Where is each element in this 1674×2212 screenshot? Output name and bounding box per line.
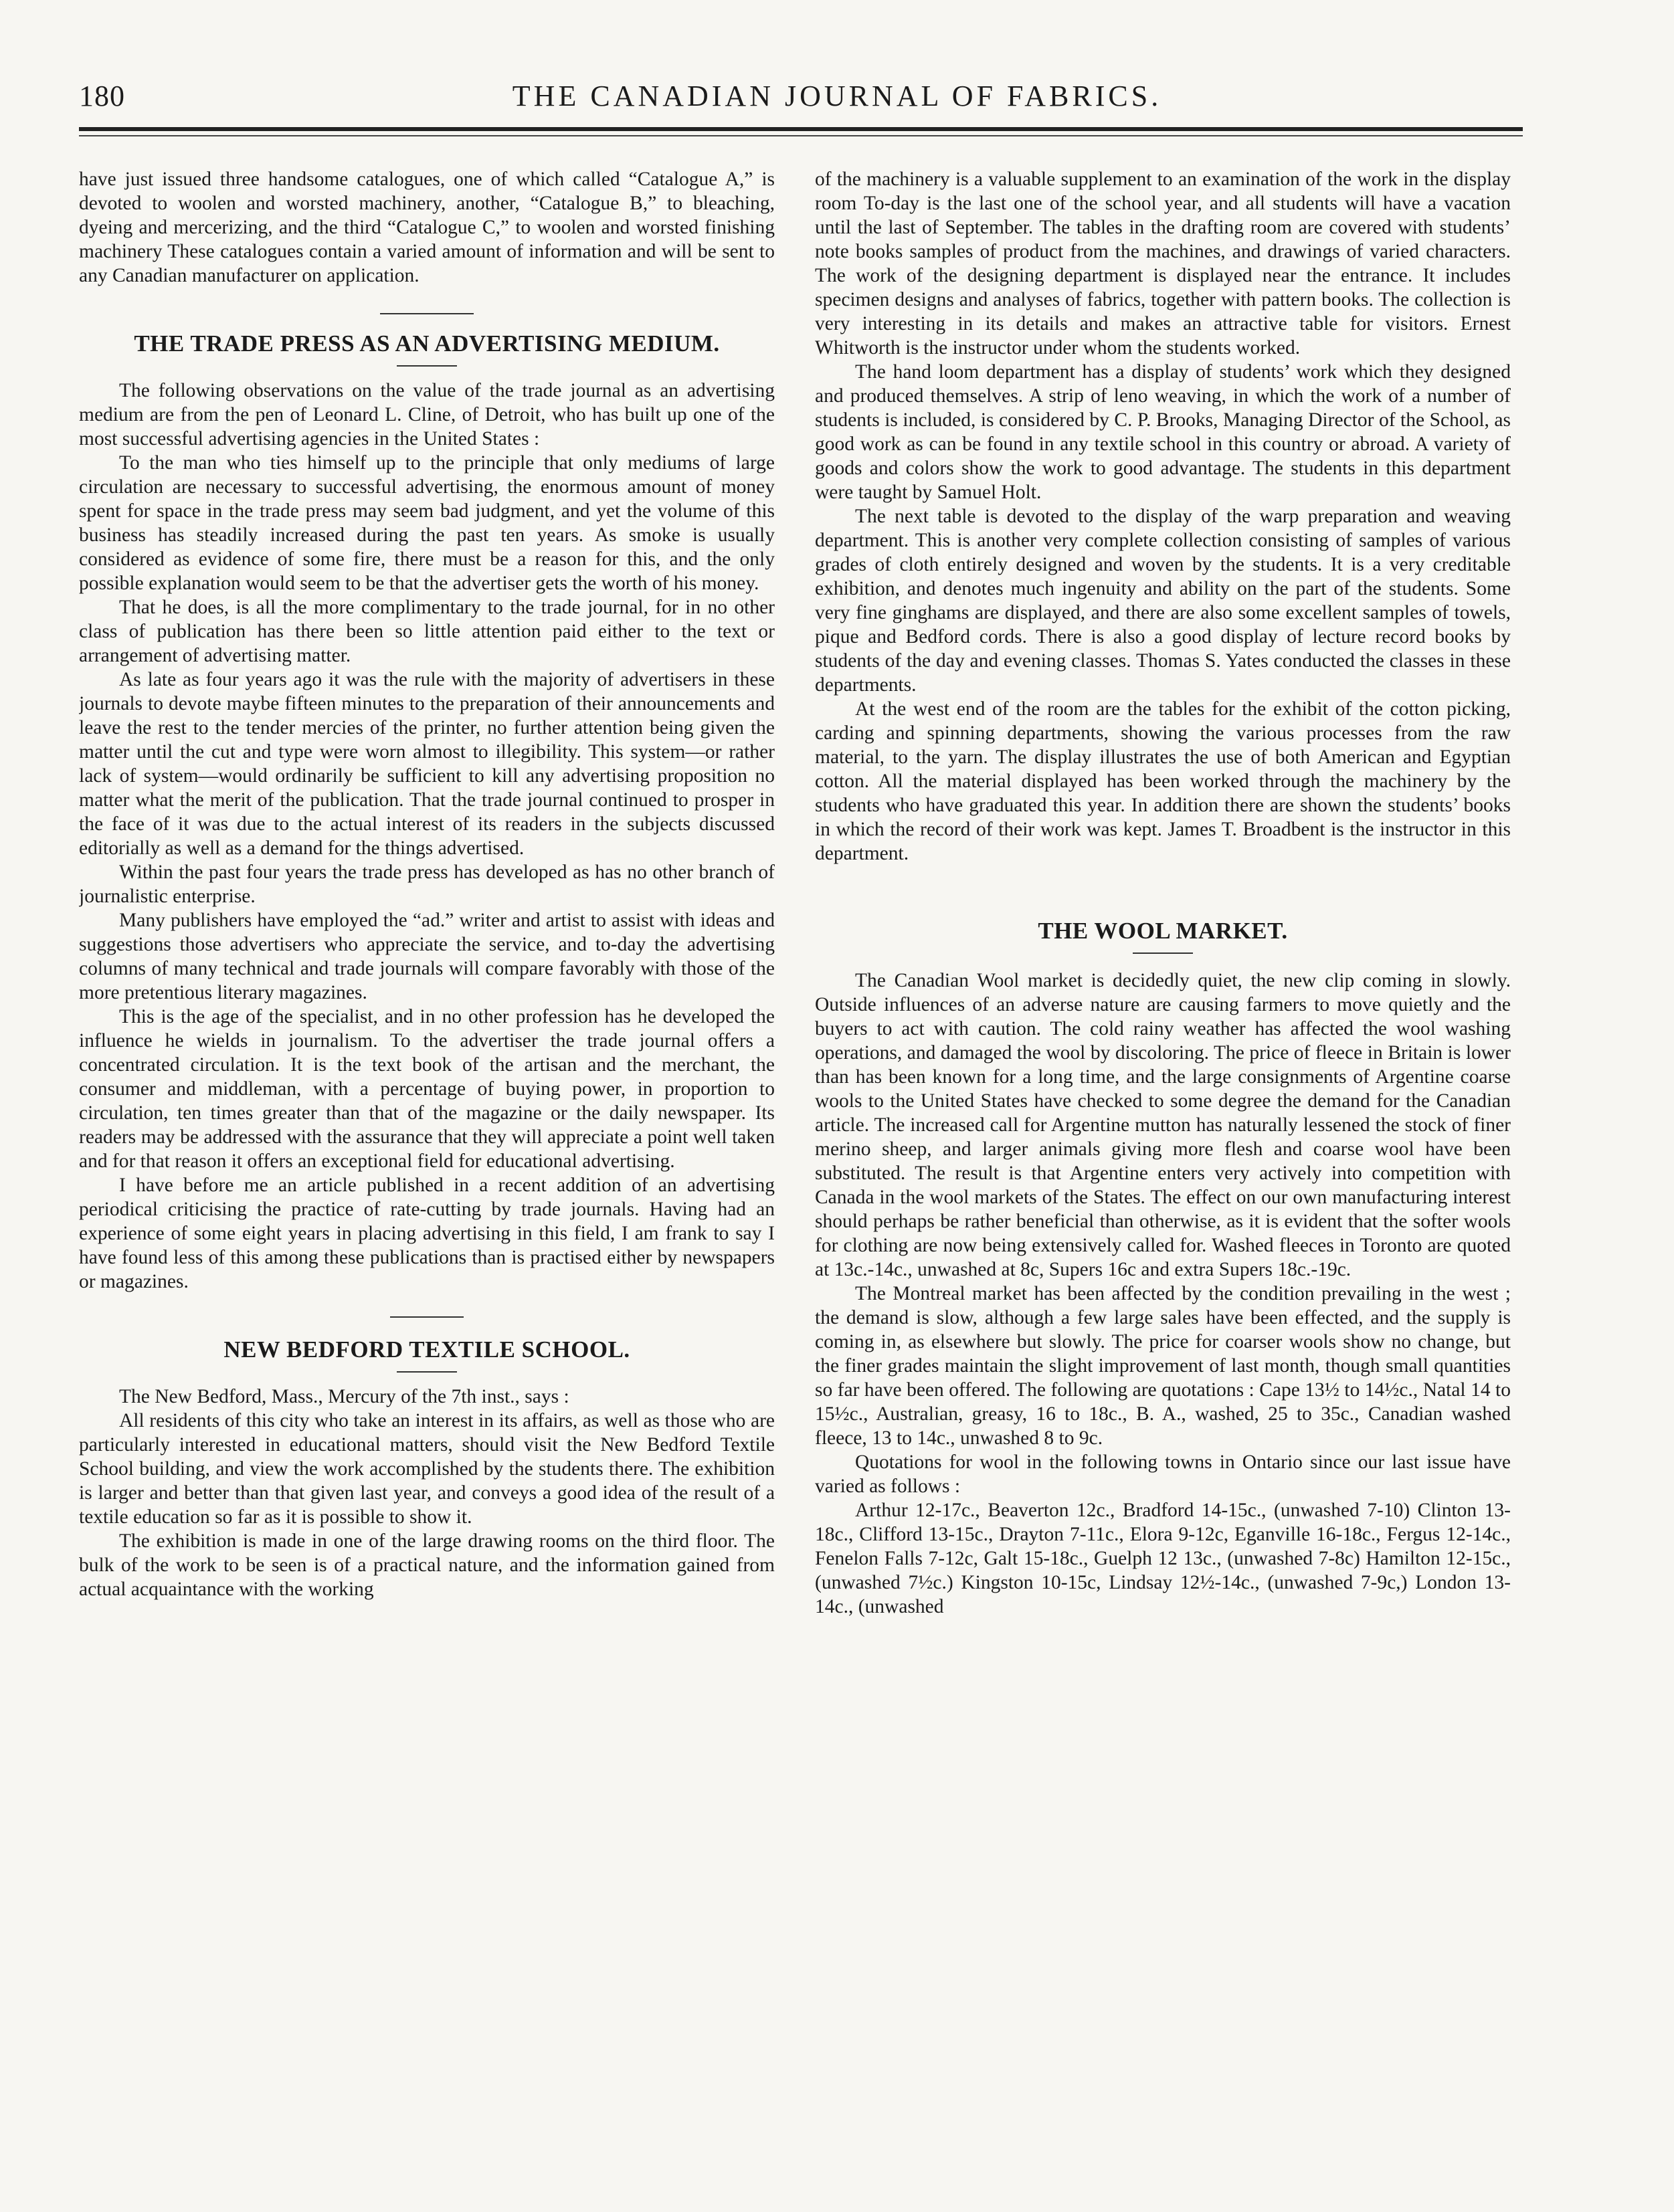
paragraph: Quotations for wool in the following towns in Ontario since our last issue have varied as follows : <box>815 1451 1511 1497</box>
paragraph: The exhibition is made in one of the large drawing rooms on the third floor. The bulk of the work to be seen is of a practical nature, and the information gained from actual acquaintance with the working <box>79 1530 775 1600</box>
running-head: THE CANADIAN JOURNAL OF FABRICS. <box>512 80 1162 112</box>
paragraph: Within the past four years the trade press has developed as has no other branch of journalistic enterprise. <box>79 862 775 907</box>
right-column <box>815 167 1511 2167</box>
paragraph: The New Bedford, Mass., Mercury of the 7th inst., says : <box>119 1386 569 1407</box>
paragraph: This is the age of the specialist, and in no other profession has he developed the influence he wields in journalism. To the advertiser the trade journal offers a concentrated circulation. It is the text book of the artisan and the merchant, the consumer and middleman, with a percentage of buying power, in proportion to circulation, ten times greater than that of the magazine or the daily newspaper. Its readers may be addressed with the assurance that they will appreciate a point well taken and for that reason it offers an exceptional field for educational advertising. <box>79 1006 775 1172</box>
page-number: 180 <box>79 80 125 112</box>
left-column <box>79 167 775 2167</box>
paragraph: That he does, is all the more complimentary to the trade journal, for in no other class of publication has there been so little attention paid either to the text or arrangement of advertising matter. <box>79 597 775 666</box>
paragraph: To the man who ties himself up to the principle that only mediums of large circulation are necessary to successful advertising, the enormous amount of money spent for space in the trade press may seem bad judgment, and yet the volume of this business has steadily increased during the past ten years. As smoke is usually considered as evidence of some fire, there must be a reason for this, and the only possible explanation would seem to be that the advertiser gets the worth of his money. <box>79 452 775 594</box>
paragraph: The next table is devoted to the display of the warp preparation and weaving department. This is another very complete collection consisting of samples of various grades of cloth entirely designed and woven by the students. It is a very creditable exhibition, and denotes much ingenuity and ability on the part of the students. Some very fine ginghams are displayed, and there are also some excellent samples of towels, pique and Bedford cords. There is also a good display of lecture record books by students of the day and evening classes. Thomas S. Yates conducted the classes in these departments. <box>815 506 1511 696</box>
paragraph: The hand loom department has a display of students’ work which they designed and produced themselves. A strip of leno weaving, in which the work of a number of students is included, is considered by C. P. Brooks, Managing Director of the School, as good work as can be found in any textile school in this country or abroad. A variety of goods and colors show the work to good advantage. The students in this department were taught by Samuel Holt. <box>815 361 1511 503</box>
header-rule-thin <box>79 135 1523 136</box>
paragraph: At the west end of the room are the tables for the exhibit of the cotton picking, carding and spinning departments, showing the various processes from the raw material, to the yarn. The display illustrates the use of both American and Egyptian cotton. All the material displayed has been worked through the machinery by the students who have graduated this year. In addition there are shown the students’ books in which the record of their work was kept. James T. Broadbent is the instructor in this department. <box>815 698 1511 864</box>
quotations-list: Arthur 12-17c., Beaverton 12c., Bradford 14-15c., (unwashed 7-10) Clinton 13-18c., Clifford 13-15c., Drayton 7-11c., Elora 9-12c, Eganville 16-18c., Fergus 12-14c., Fenelon Falls 7-12c, Galt 15-18c., Guelph 12 13c., (unwashed 7-8c) Hamilton 12-15c., (unwashed 7½c.) Kingston 10-15c, Lindsay 12½-14c., (unwashed 7-9c,) London 13-14c., (unwashed <box>815 1500 1511 1617</box>
paragraph: The Canadian Wool market is decidedly quiet, the new clip coming in slowly. Outside influences of an adverse nature are causing farmers to move quietly and the buyers to act with caution. The cold rainy weather has affected the wool washing operations, and damaged the wool by discoloring. The price of fleece in Britain is lower than has been known for a long time, and the large consignments of Argentine coarse wools to the United States have checked to some degree the demand for the Canadian article. The increased call for Argentine mutton has naturally lessened the stock of finer merino sheep, and larger animals giving more flesh and coarse wool have been substituted. The result is that Argentine enters very actively into competition with Canada in the wool markets of the States. The effect on our own manufacturing interest should perhaps be rather beneficial than otherwise, as it is evident that the softer wools for clothing are now being extensively called for. Washed fleeces in Toronto are quoted at 13c.-14c., unwashed at 8c, Supers 16c and extra Supers 18c.-19c. <box>815 970 1511 1280</box>
bedford-title: NEW BEDFORD TEXTILE SCHOOL. <box>223 1336 630 1363</box>
paragraph: I have before me an article published in a recent addition of an advertising periodical criticising the practice of rate-cutting by trade journals. Having had an experience of some eight years in placing advertising in this field, I am frank to say I have found less of this among these publications than is practised either by newspapers or magazines. <box>79 1175 775 1292</box>
intro-paragraph: have just issued three handsome catalogues, one of which called “Catalogue A,” is devoted to woolen and worsted machinery, another, “Catalogue B,” to bleaching, dyeing and mercerizing, and the third “Catalogue C,” to woolen and worsted finishing machinery These catalogues contain a varied amount of information and will be sent to any Canadian manufacturer on application. <box>79 169 775 286</box>
paragraph: All residents of this city who take an interest in its affairs, as well as those who are particularly interested in educational matters, should visit the New Bedford Textile School building, and view the work accomplished by the students there. The exhibition is larger and better than that given last year, and conveys a good idea of the result of a textile education so far as it is possible to show it. <box>79 1410 775 1528</box>
wool-market-title: THE WOOL MARKET. <box>1038 918 1288 944</box>
paragraph: As late as four years ago it was the rule with the majority of advertisers in these journals to devote maybe fifteen minutes to the preparation of their announcements and leave the rest to the tender mercies of the printer, no further attention being given the matter until the cut and type were worn almost to illegibility. This system—or rather lack of system—would ordinarily be sufficient to kill any advertising proposition no matter what the merit of the publication. That the trade journal continued to prosper in the face of it was due to the actual interest of its readers in the subjects discussed editorially as well as a demand for the things advertised. <box>79 669 775 859</box>
paragraph: of the machinery is a valuable supplement to an examination of the work in the display room To-day is the last one of the school year, and all students will have a vacation until the last of September. The tables in the drafting room are covered with students’ note books samples of product from the machines, and drawings of varied characters. The work of the designing department is displayed near the entrance. It includes specimen designs and analyses of fabrics, together with pattern books. The collection is very interesting in its details and makes an attractive table for visitors. Ernest Whitworth is the instructor under whom the students worked. <box>815 169 1511 359</box>
paragraph: The following observations on the value of the trade journal as an advertising medium are from the pen of Leonard L. Cline, of Detroit, who has built up one of the most successful advertising agencies in the United States : <box>79 380 775 449</box>
header-rule <box>79 127 1523 131</box>
paragraph: Many publishers have employed the “ad.” writer and artist to assist with ideas and suggestions those advertisers who appreciate the service, and to-day the advertising columns of many technical and trade journals will compare favorably with those of the more pretentious literary magazines. <box>79 910 775 1003</box>
trade-press-title: THE TRADE PRESS AS AN ADVERTISING MEDIUM. <box>134 330 720 357</box>
paragraph: The Montreal market has been affected by the condition prevailing in the west ; the demand is slow, although a few large sales have been effected, and the supply is coming in, as elsewhere but slowly. The price for coarser wools show no change, but the finer grades maintain the slight improvement of last month, though small quantities so far have been offered. The following are quotations : Cape 13½ to 14½c., Natal 14 to 15½c., Australian, greasy, 16 to 18c., B. A., washed, 25 to 35c., Canadian washed fleece, 13 to 14c., unwashed 8 to 9c. <box>815 1283 1511 1449</box>
